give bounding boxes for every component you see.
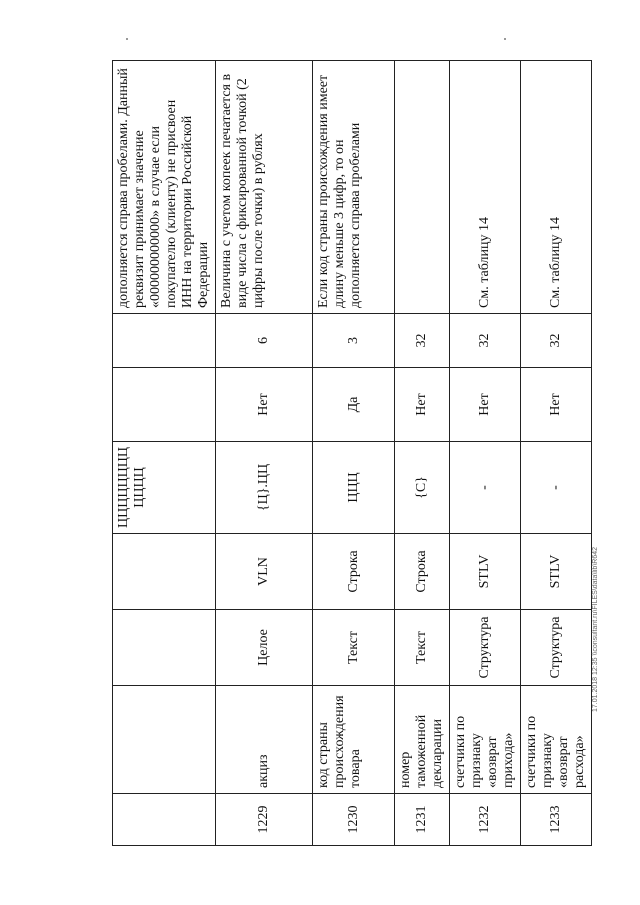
requisites-table	[112, 60, 592, 846]
note-cell: дополняется справа пробелами. Данный реквизит принимает значение «000000000000» в случае если покупателю (клиенту) не присвоен ИНН на территории Российской Федерации	[113, 60, 216, 313]
required-cell: Нет	[216, 367, 313, 441]
type-cell	[113, 609, 216, 685]
format-cell: STLV	[450, 533, 521, 609]
format-cell: Строка	[395, 533, 450, 609]
required-cell: Нет	[450, 367, 521, 441]
table-row	[450, 60, 521, 845]
format-cell: STLV	[521, 533, 592, 609]
required-cell	[113, 367, 216, 441]
note-cell: Величина с учетом копеек печатается в виде числа с фиксированной точкой (2 цифры после точки) в рублях	[216, 60, 313, 313]
length-cell: 32	[521, 313, 592, 367]
note-cell: См. таблицу 14	[450, 60, 521, 313]
note-cell: См. таблицу 14	[521, 60, 592, 313]
required-cell: Да	[313, 367, 395, 441]
required-cell: Нет	[521, 367, 592, 441]
tag-cell: 1232	[450, 793, 521, 845]
table-row	[395, 60, 450, 845]
type-cell: Структура	[521, 609, 592, 685]
rotated-table-wrapper	[112, 61, 587, 846]
scan-speck	[126, 38, 128, 40]
format-cell	[113, 533, 216, 609]
mask-cell: {Ц}.ЦЦ	[216, 441, 313, 533]
print-stamp	[592, 546, 602, 722]
format-cell: VLN	[216, 533, 313, 609]
name-cell: номер таможенной декларации	[395, 685, 450, 793]
tag-cell: 1229	[216, 793, 313, 845]
mask-cell: -	[521, 441, 592, 533]
mask-cell: ЦЦЦЦЦЦЦЦЦЦЦЦ	[113, 441, 216, 533]
name-cell	[113, 685, 216, 793]
name-cell: счетчики по признаку «возврат расхода»	[521, 685, 592, 793]
table-row	[313, 60, 395, 845]
name-cell: счетчики по признаку «возврат прихода»	[450, 685, 521, 793]
type-cell: Текст	[313, 609, 395, 685]
table-row	[216, 60, 313, 845]
type-cell: Текст	[395, 609, 450, 685]
length-cell: 6	[216, 313, 313, 367]
mask-cell: -	[450, 441, 521, 533]
length-cell: 32	[450, 313, 521, 367]
mask-cell: ЦЦЦ	[313, 441, 395, 533]
tag-cell	[113, 793, 216, 845]
mask-cell: {С}	[395, 441, 450, 533]
name-cell: акциз	[216, 685, 313, 793]
type-cell: Целое	[216, 609, 313, 685]
length-cell: 32	[395, 313, 450, 367]
length-cell	[113, 313, 216, 367]
tag-cell: 1233	[521, 793, 592, 845]
note-cell	[395, 60, 450, 313]
table-row	[113, 60, 216, 845]
tag-cell: 1231	[395, 793, 450, 845]
scan-speck	[504, 38, 506, 40]
print-stamp-text: 17.01.2018 12:35 \\consultant.ru\FILES\data\lib\R642	[592, 546, 599, 712]
note-cell: Если код страны происхождения имеет длину меньше 3 цифр, то он дополняется справа пробелами	[313, 60, 395, 313]
format-cell: Строка	[313, 533, 395, 609]
length-cell: 3	[313, 313, 395, 367]
table-row	[521, 60, 592, 845]
type-cell: Структура	[450, 609, 521, 685]
name-cell: код страны происхождения товара	[313, 685, 395, 793]
required-cell: Нет	[395, 367, 450, 441]
tag-cell: 1230	[313, 793, 395, 845]
